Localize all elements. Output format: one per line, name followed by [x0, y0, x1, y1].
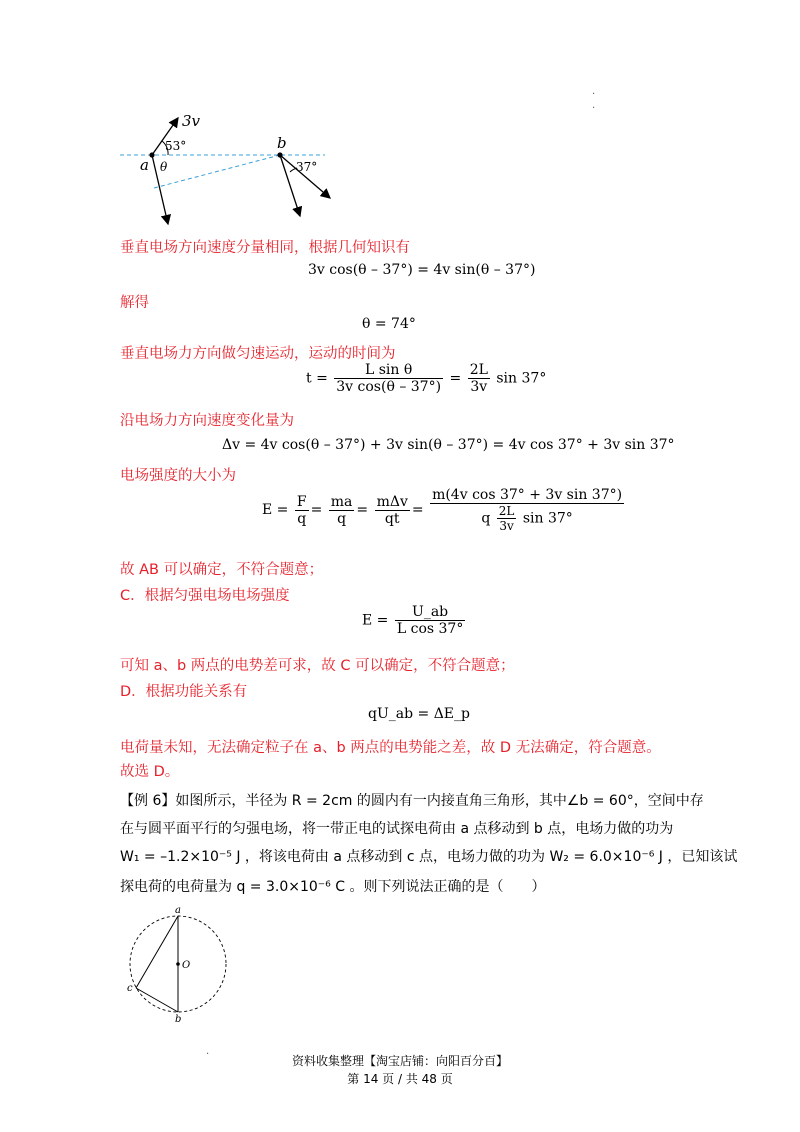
eq6-E: E =: [362, 612, 389, 629]
decorative-dot: .: [592, 86, 596, 97]
numerator: ma: [330, 493, 353, 510]
label-37: 37°: [296, 160, 318, 174]
side-ac: [136, 916, 178, 988]
example-text: W₁ = –1.2×10⁻⁵ J ，将该电荷由 a 点移动到 c 点，电场力做的功为 W₂ = 6.0×10⁻⁶ J ，已知该试: [120, 849, 738, 865]
equation-1: 3v cos(θ – 37°) = 4v sin(θ – 37°): [308, 262, 536, 278]
equation-3: [306, 362, 546, 395]
denominator: q: [297, 510, 307, 527]
page-number: 第 14 页 / 共 48 页: [347, 1072, 453, 1086]
numerator: mΔv: [376, 493, 408, 510]
label-b: b: [277, 134, 287, 152]
point-a: [149, 152, 154, 157]
solution-line: 解得: [120, 295, 149, 311]
fraction: [334, 362, 443, 395]
solution-line: C．根据匀强电场电场强度: [120, 588, 290, 604]
solution-line: 可知 a、b 两点的电势差可求，故 C 可以确定，不符合题意；: [120, 658, 515, 674]
label-a: a: [175, 905, 181, 916]
fraction: [329, 494, 355, 527]
equals: =: [449, 370, 462, 387]
solution-line: 电荷量未知，无法确定粒子在 a、b 两点的电势能之差，故 D 无法确定，符合题意。: [120, 740, 661, 756]
eq3-t: t =: [306, 370, 328, 387]
label-c: c: [127, 983, 133, 994]
numerator: F: [296, 493, 307, 510]
label-O: O: [182, 960, 191, 971]
label-53: 53°: [165, 139, 187, 153]
denominator: qt: [384, 510, 400, 527]
fraction: [395, 604, 465, 637]
denominator-sin: sin 37°: [522, 510, 573, 527]
center-dot: [176, 962, 180, 966]
denominator: q: [337, 510, 347, 527]
denominator: L cos 37°: [396, 621, 464, 637]
numerator: 2L: [498, 504, 515, 518]
numerator: L sin θ: [334, 362, 443, 379]
denominator-q: q: [481, 510, 491, 527]
label-3v: 3v: [182, 112, 201, 130]
denominator: [430, 504, 624, 533]
example-text: 在与圆平面平行的匀强电场，将一带正电的试探电荷由 a 点移动到 b 点，电场力做的功为: [120, 821, 674, 837]
label-a: a: [140, 156, 149, 174]
fraction: [295, 494, 309, 527]
point-b: [277, 152, 282, 157]
solution-line: D．根据功能关系有: [120, 684, 248, 700]
solution-line: 故选 D。: [120, 764, 180, 780]
numerator: m(4v cos 37° + 3v sin 37°): [432, 487, 623, 503]
denominator: 3v: [470, 379, 488, 395]
fraction: [430, 487, 624, 533]
equation-6: [362, 604, 467, 637]
label-b: b: [175, 1014, 182, 1024]
denominator: 3v: [499, 519, 514, 533]
side-cb: [136, 988, 178, 1012]
solution-line: 沿电场力方向速度变化量为: [120, 413, 294, 429]
denominator: 3v cos(θ – 37°): [336, 379, 442, 395]
solution-line: 垂直电场力方向做匀速运动，运动的时间为: [120, 346, 396, 362]
numerator: U_ab: [395, 604, 465, 621]
velocity-figure: [110, 108, 350, 228]
fraction: [468, 362, 490, 395]
equation-5: E = $\frac{F}{q}$ = $\frac{ma}{q}$ = $\frac{\text{mΔv}}{qt}$ = m(4v cos 37° + 3v sin 37°) q $\frac{2L}{3v}$ sin 37°: [262, 487, 623, 533]
numerator: 2L: [469, 362, 488, 378]
label-theta: θ: [160, 160, 168, 174]
example-text: 探电荷的电荷量为 q = 3.0×10⁻⁶ C 。则下列说法正确的是（ ）: [120, 879, 546, 895]
solution-line: 电场强度的大小为: [120, 468, 236, 484]
solution-line: 故 AB 可以确定，不符合题意；: [120, 562, 324, 578]
example-text: 【例 6】如图所示，半径为 R = 2cm 的圆内有一内接直角三角形，其中∠b = 60°，空间中存: [120, 793, 704, 809]
connection-line-dashed: [154, 155, 280, 188]
equation-7: qU_ab = ΔE_p: [368, 706, 470, 722]
eq5-E: E =: [262, 502, 289, 518]
footer-source: 资料收集整理【淘宝店铺：向阳百分百】: [291, 1054, 508, 1068]
fraction: [497, 504, 517, 533]
equation-4: Δv = 4v cos(θ – 37°) + 3v sin(θ – 37°) = 4v cos 37° + 3v sin 37°: [222, 437, 675, 453]
decorative-dot: .: [206, 1046, 210, 1057]
fraction: [375, 494, 410, 527]
equation-2: θ = 74°: [362, 316, 416, 332]
decorative-dot: .: [592, 100, 596, 111]
circle-figure: [118, 904, 238, 1024]
eq3-tail: sin 37°: [496, 370, 547, 387]
solution-line: 垂直电场方向速度分量相同，根据几何知识有: [120, 240, 410, 256]
